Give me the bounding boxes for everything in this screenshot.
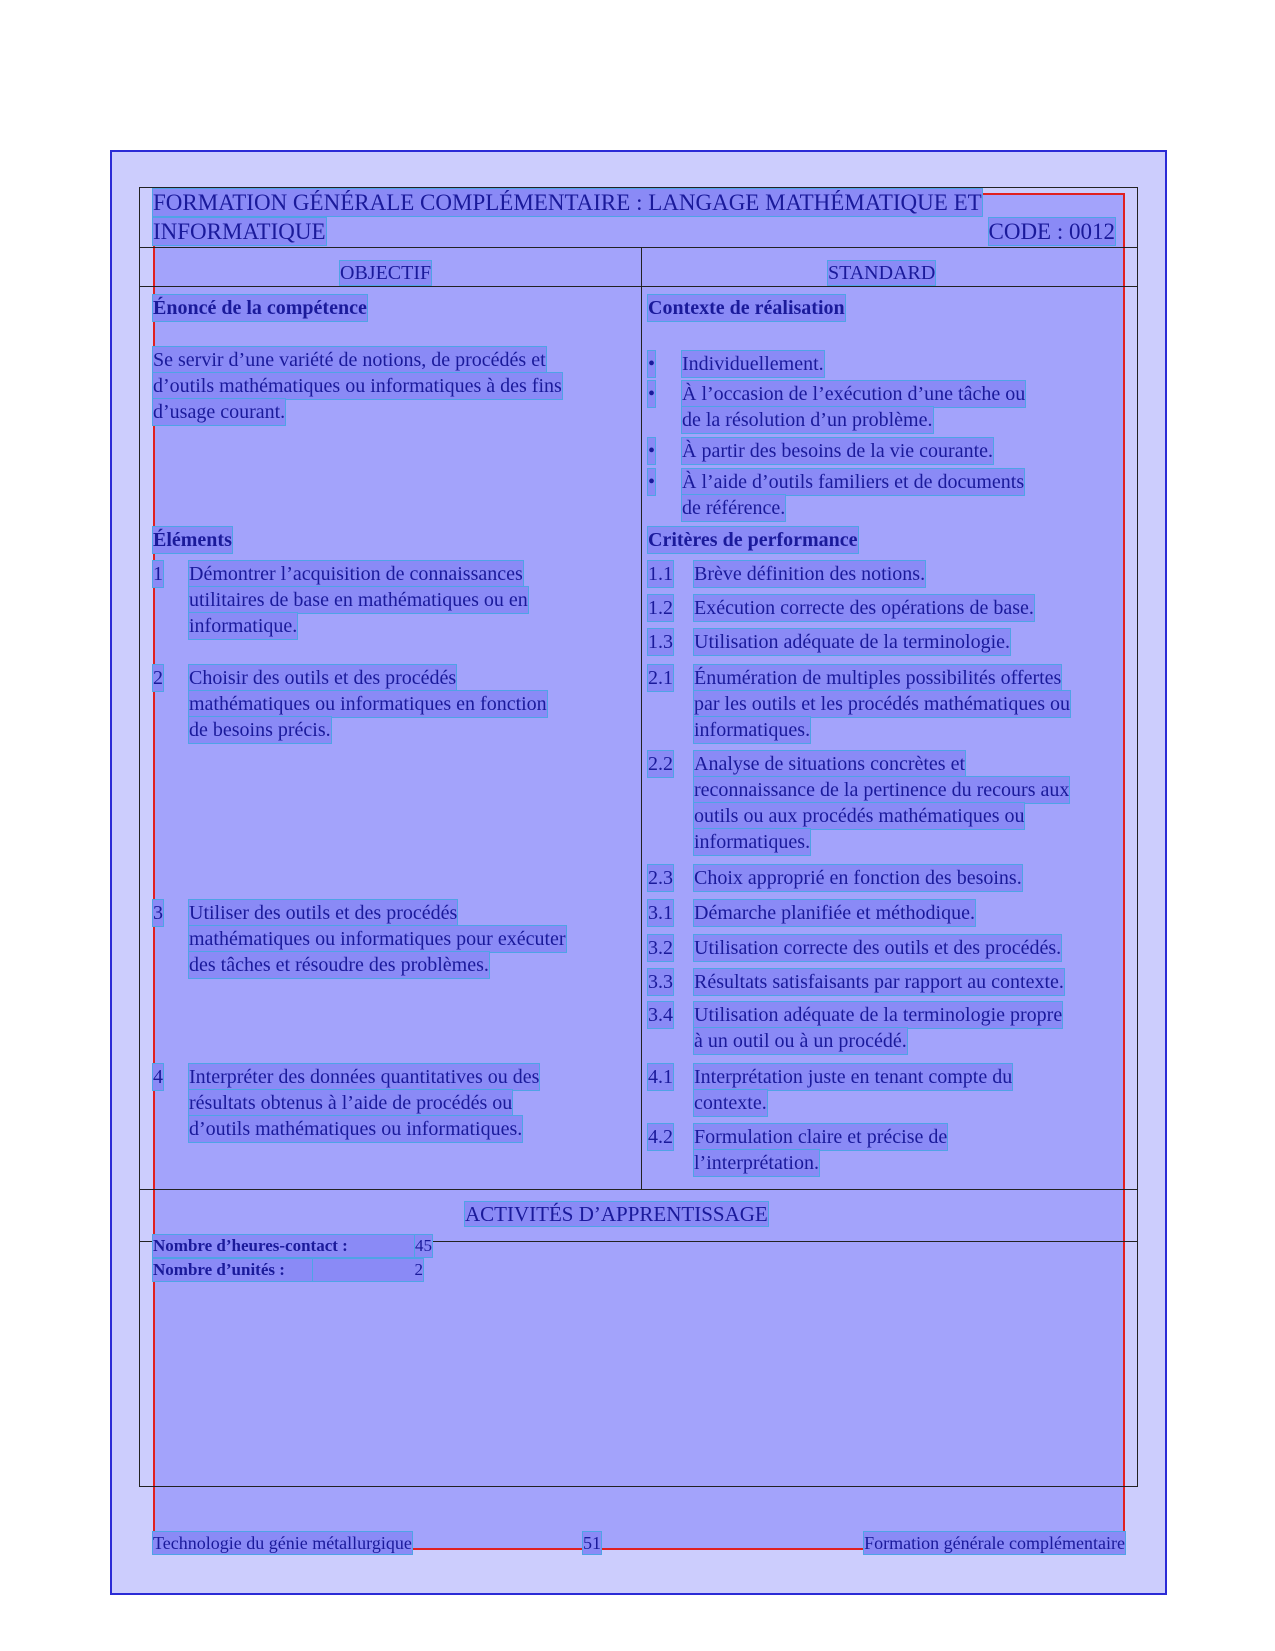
competence-statement: Se servir d’une variété de notions, de procédés et d’outils mathématiques ou informatiques à des fins d’usage courant. (153, 349, 562, 423)
document-title-line1: FORMATION GÉNÉRALE COMPLÉMENTAIRE : LANGAGE MATHÉMATIQUE ET (153, 190, 982, 215)
footer-program: Technologie du génie métallurgique (153, 1533, 412, 1553)
element-item: 2 Choisir des outils et des procédés mathématiques ou informatiques en fonction de besoins précis. (153, 667, 547, 741)
context-bullet: • Individuellement. (648, 353, 824, 375)
context-heading: Contexte de réalisation (648, 297, 845, 319)
table-divider (139, 247, 1138, 248)
criterion-item: 2.1 Énumération de multiples possibilités offertes par les outils et les procédés mathématiques ou informatiques. (648, 667, 1071, 741)
course-code: CODE : 0012 (988, 219, 1115, 244)
element-item: 1 Démontrer l’acquisition de connaissances utilitaires de base en mathématiques ou en informatique. (153, 563, 528, 637)
credit-units: Nombre d’unités : 2 (153, 1260, 423, 1279)
context-bullet: • À l’aide d’outils familiers et de documents de référence. (648, 471, 1025, 519)
objective-column-heading: OBJECTIF (340, 262, 432, 284)
footer-section: Formation générale complémentaire (864, 1533, 1125, 1553)
context-bullet: • À l’occasion de l’exécution d’une tâche ou de la résolution d’un problème. (648, 383, 1026, 431)
criterion-item: 4.2 Formulation claire et précise de l’interprétation. (648, 1126, 948, 1174)
elements-heading: Éléments (153, 529, 232, 551)
criterion-item: 3.2 Utilisation correcte des outils et des procédés. (648, 937, 1062, 959)
criterion-item: 4.1 Interprétation juste en tenant compte du contexte. (648, 1066, 1013, 1114)
criterion-item: 3.3 Résultats satisfaisants par rapport au contexte. (648, 971, 1064, 993)
criterion-item: 1.2 Exécution correcte des opérations de base. (648, 597, 1034, 619)
criterion-item: 1.3 Utilisation adéquate de la terminologie. (648, 631, 1011, 653)
criterion-item: 2.3 Choix approprié en fonction des besoins. (648, 867, 1022, 889)
criterion-item: 3.4 Utilisation adéquate de la terminologie propre à un outil ou à un procédé. (648, 1004, 1063, 1052)
criterion-item: 1.1 Brève définition des notions. (648, 563, 926, 585)
column-divider (641, 247, 642, 1189)
table-divider (139, 1189, 1138, 1190)
standard-column-heading: STANDARD (828, 262, 936, 284)
element-item: 3 Utiliser des outils et des procédés mathématiques ou informatiques pour exécuter des tâches et résoudre des problèmes. (153, 902, 566, 976)
activities-heading: ACTIVITÉS D’APPRENTISSAGE (465, 1202, 768, 1226)
table-divider (139, 286, 1138, 287)
page-number: 51 (583, 1533, 601, 1553)
criterion-item: 2.2 Analyse de situations concrètes et reconnaissance de la pertinence du recours aux outils ou aux procédés mathématiques ou informatiques. (648, 753, 1070, 853)
document-title-line2: INFORMATIQUE (153, 219, 326, 244)
competence-heading: Énoncé de la compétence (153, 297, 367, 319)
criteria-heading: Critères de performance (648, 529, 858, 551)
criterion-item: 3.1 Démarche planifiée et méthodique. (648, 902, 975, 924)
context-bullet: • À partir des besoins de la vie courante. (648, 440, 994, 462)
element-item: 4 Interpréter des données quantitatives ou des résultats obtenus à l’aide de procédés ou d’outils mathématiques ou informatiques. (153, 1066, 540, 1140)
contact-hours: Nombre d’heures-contact : 45 (153, 1236, 432, 1255)
